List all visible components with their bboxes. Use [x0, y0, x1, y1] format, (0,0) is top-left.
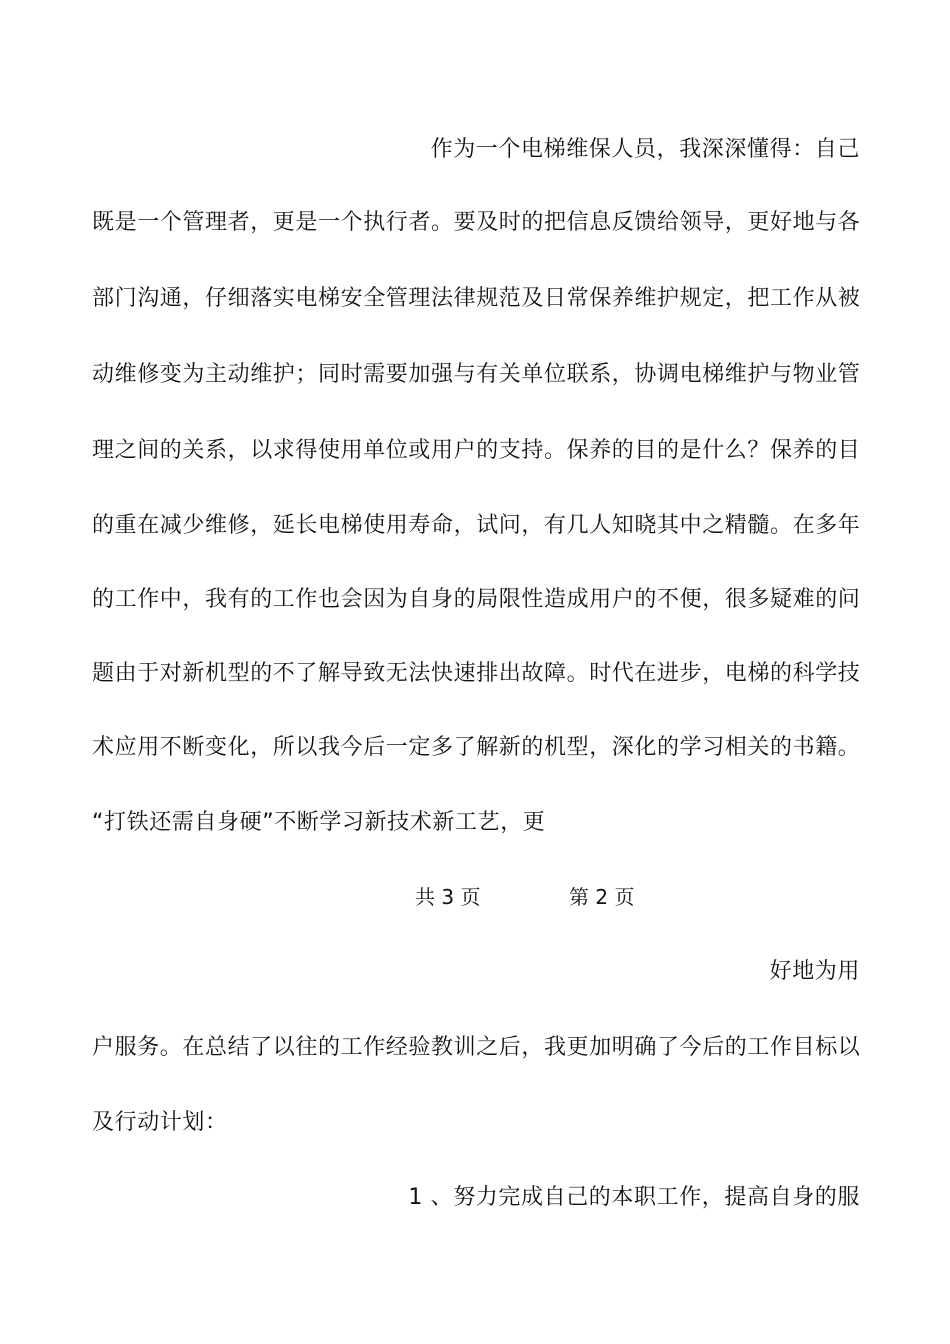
page-footer [0, 882, 950, 912]
paragraph-line-10: “打铁还需自身硬”不断学习新技术新工艺，更 [92, 810, 546, 835]
paragraph-line-3: 部门沟通，仔细落实电梯安全管理法律规范及日常保养维护规定，把工作从被 [92, 286, 861, 311]
paragraph-line-9: 术应用不断变化，所以我今后一定多了解新的机型，深化的学习相关的书籍。 [92, 735, 861, 760]
paragraph-line-11: 好地为用 [769, 959, 860, 984]
paragraph-line-4: 动维修变为主动维护；同时需要加强与有关单位联系，协调电梯维护与物业管 [92, 362, 861, 387]
paragraph-line-8: 题由于对新机型的不了解导致无法快速排出故障。时代在进步，电梯的科学技 [92, 661, 861, 686]
list-item-1: 1 、努力完成自己的本职工作，提高自身的服 [408, 1185, 860, 1210]
paragraph-line-12: 户服务。在总结了以往的工作经验教训之后，我更加明确了今后的工作目标以 [92, 1035, 861, 1060]
paragraph-line-13: 及行动计划： [92, 1110, 228, 1135]
paragraph-line-1: 作为一个电梯维保人员，我深深懂得：自己 [430, 137, 860, 162]
current-page-label: 第 2 页 [569, 885, 635, 909]
paragraph-line-6: 的重在减少维修，延长电梯使用寿命，试问，有几人知晓其中之精髓。在多年 [92, 513, 861, 538]
paragraph-line-5: 理之间的关系，以求得使用单位或用户的支持。保养的目的是什么？保养的目 [92, 438, 861, 463]
paragraph-line-2: 既是一个管理者，更是一个执行者。要及时的把信息反馈给领导，更好地与各 [92, 210, 861, 235]
total-pages-label: 共 3 页 [415, 885, 481, 909]
paragraph-line-7: 的工作中，我有的工作也会因为自身的局限性造成用户的不便，很多疑难的问 [92, 587, 861, 612]
